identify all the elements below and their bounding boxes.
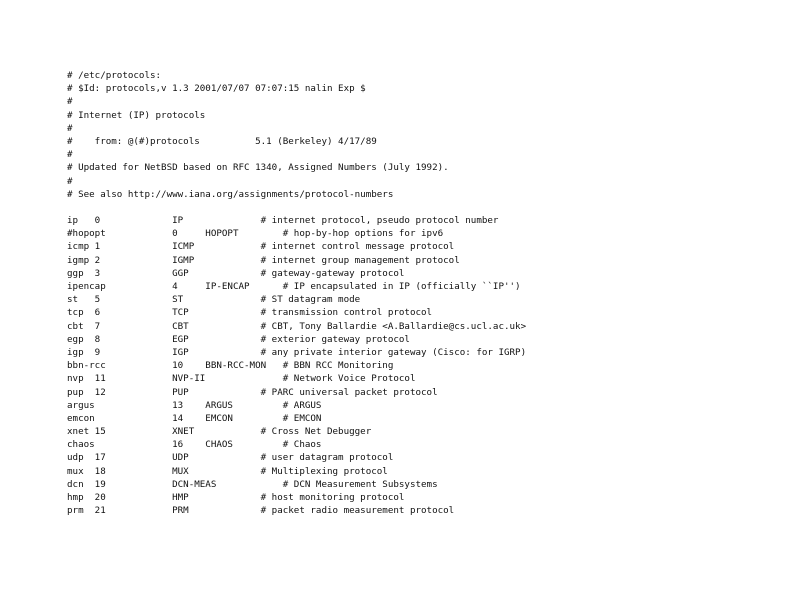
text-line — [67, 201, 526, 214]
text-line: igmp 2 IGMP # internet group management protocol — [67, 254, 460, 266]
text-line: ip 0 IP # internet protocol, pseudo protocol number — [67, 215, 499, 227]
text-line: tcp 6 TCP # transmission control protocol — [67, 307, 433, 319]
text-line: argus 13 ARGUS # ARGUS — [67, 399, 322, 411]
text-line: igp 9 IGP # any private interior gateway (Cisco: for IGRP) — [67, 346, 527, 358]
text-line: chaos 16 CHAOS # Chaos — [67, 439, 322, 451]
text-line: prm 21 PRM # packet radio measurement protocol — [67, 505, 455, 517]
text-line: emcon 14 EMCON # EMCON — [67, 412, 322, 424]
text-line: xnet 15 XNET # Cross Net Debugger — [67, 426, 372, 438]
text-line: hmp 20 HMP # host monitoring protocol — [67, 492, 405, 503]
text-line: icmp 1 ICMP # internet control message protocol — [67, 241, 455, 253]
text-line: udp 17 UDP # user datagram protocol — [67, 452, 394, 464]
text-line: # — [67, 122, 73, 134]
text-line: ipencap 4 IP-ENCAP # IP encapsulated in IP (officially ``IP'') — [67, 281, 521, 292]
protocols-file-text — [67, 69, 526, 517]
text-line: mux 18 MUX # Multiplexing protocol — [67, 465, 388, 477]
text-line: pup 12 PUP # PARC universal packet protocol — [67, 386, 438, 398]
text-line: # from: @(#)protocols 5.1 (Berkeley) 4/17/89 — [67, 135, 377, 147]
text-line: # $Id: protocols,v 1.3 2001/07/07 07:07:15 nalin Exp $ — [67, 83, 366, 95]
text-line: # See also http://www.iana.org/assignments/protocol-numbers — [67, 188, 394, 200]
text-line: dcn 19 DCN-MEAS # DCN Measurement Subsystems — [67, 478, 438, 490]
text-line: # — [67, 96, 73, 108]
text-line: st 5 ST # ST datagram mode — [67, 294, 361, 306]
text-line: # — [67, 149, 73, 161]
text-line: #hopopt 0 HOPOPT # hop-by-hop options for ipv6 — [67, 228, 444, 240]
text-line: egp 8 EGP # exterior gateway protocol — [67, 333, 410, 345]
text-line: # Updated for NetBSD based on RFC 1340, Assigned Numbers (July 1992). — [67, 162, 449, 174]
text-line: ggp 3 GGP # gateway-gateway protocol — [67, 267, 405, 279]
text-line: bbn-rcc 10 BBN-RCC-MON # BBN RCC Monitoring — [67, 360, 394, 372]
text-line: cbt 7 CBT # CBT, Tony Ballardie <A.Ballardie@cs.ucl.ac.uk> — [67, 320, 527, 332]
text-line: # Internet (IP) protocols — [67, 109, 206, 121]
text-line: nvp 11 NVP-II # Network Voice Protocol — [67, 373, 416, 385]
text-line: # /etc/protocols: — [67, 70, 162, 81]
text-line: # — [67, 175, 73, 187]
